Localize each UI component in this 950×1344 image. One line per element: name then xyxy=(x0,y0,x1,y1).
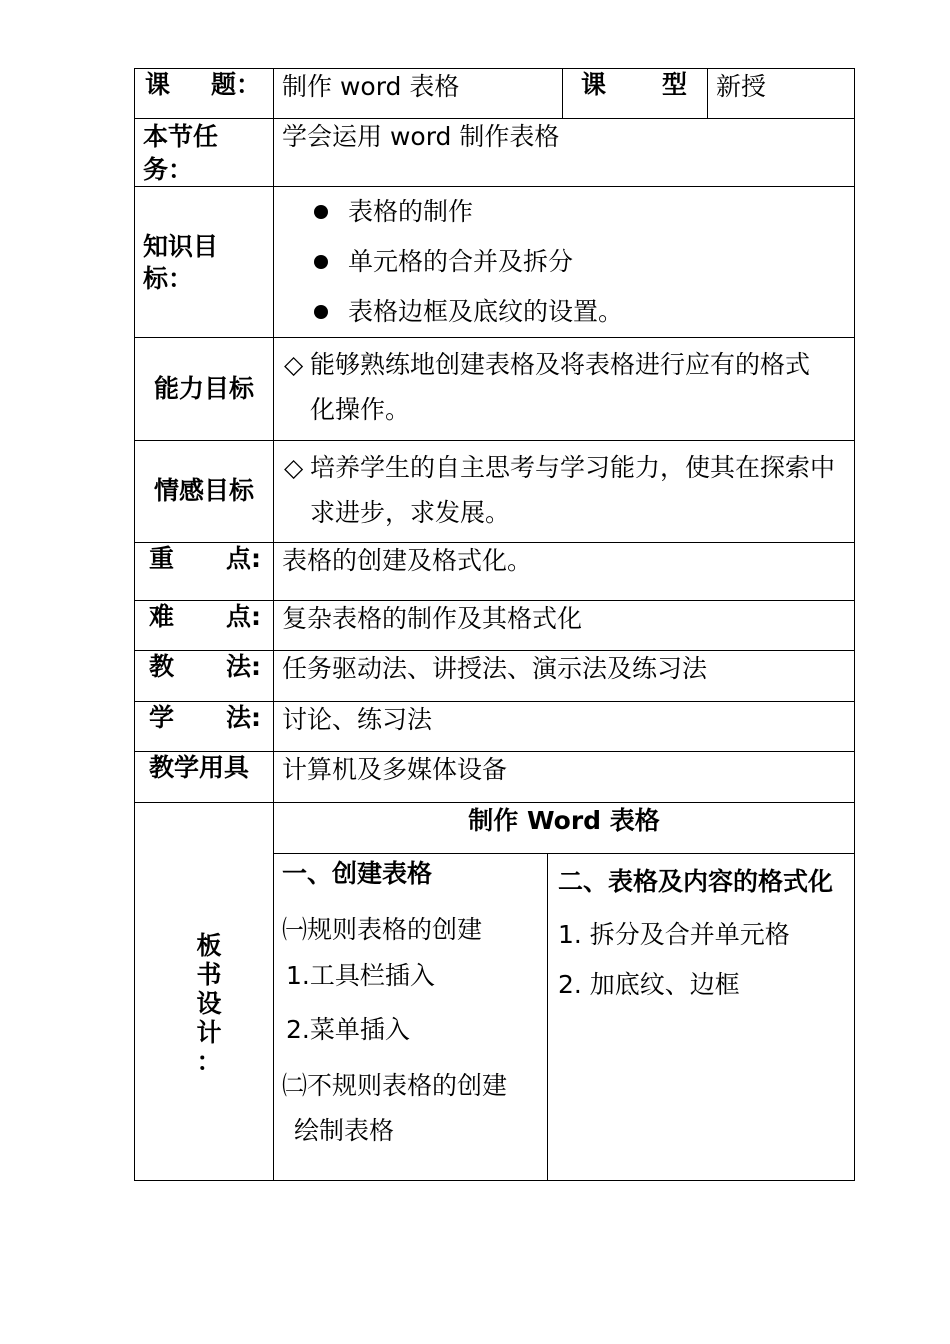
ability-label: 能力目标 xyxy=(135,338,274,441)
difficulty-row xyxy=(135,601,855,651)
bullet-icon xyxy=(314,255,328,269)
knowledge-label: 知识目标： xyxy=(135,187,274,338)
tools-label: 教学用具 xyxy=(135,752,274,803)
knowledge-item xyxy=(274,237,854,287)
key-point-row xyxy=(135,543,855,601)
difficulty-label-right: 点: xyxy=(226,602,261,631)
topic-label-left: 课 xyxy=(145,70,171,99)
board-list-item: 绘制表格 xyxy=(294,1116,395,1145)
emotion-row xyxy=(135,441,855,543)
knowledge-item-text: 表格的制作 xyxy=(348,196,474,226)
key-point-label-left: 重 xyxy=(149,544,175,573)
knowledge-row xyxy=(135,187,855,338)
board-list-item: 1. 拆分及合并单元格 xyxy=(558,920,790,949)
knowledge-item xyxy=(274,187,854,237)
bullet-icon xyxy=(314,305,328,319)
board-row xyxy=(135,803,855,1181)
key-point-value: 表格的创建及格式化。 xyxy=(274,543,855,601)
type-label xyxy=(563,69,708,119)
task-row xyxy=(135,119,855,187)
lesson-plan-table xyxy=(134,68,855,1181)
difficulty-label xyxy=(135,601,274,651)
learning-method-row xyxy=(135,702,855,752)
knowledge-item xyxy=(274,287,854,337)
knowledge-list xyxy=(274,187,855,338)
teaching-method-row xyxy=(135,651,855,702)
board-label-char: 板 xyxy=(196,931,222,960)
emotion-line1: 培养学生的自主思考与学习能力，使其在探索中 xyxy=(310,453,836,482)
ability-line1: 能够熟练地创建表格及将表格进行应有的格式 xyxy=(310,350,811,379)
board-left-column xyxy=(274,854,548,1180)
teaching-method-label-left: 教 xyxy=(149,652,175,681)
learning-method-label-left: 学 xyxy=(149,703,175,732)
topic-row xyxy=(135,69,855,119)
tools-row xyxy=(135,752,855,803)
board-list-item: 1.工具栏插入 xyxy=(286,961,435,990)
board-label-char: 书 xyxy=(196,960,222,989)
board-list-item: 2. 加底纹、边框 xyxy=(558,970,740,999)
key-point-label xyxy=(135,543,274,601)
type-label-right: 型 xyxy=(661,70,687,99)
topic-label xyxy=(135,69,274,119)
board-left-heading: 一、创建表格 xyxy=(282,859,433,888)
bullet-icon xyxy=(314,205,328,219)
board-right-heading: 二、表格及内容的格式化 xyxy=(558,867,834,896)
key-point-label-right: 点: xyxy=(226,544,261,573)
ability-line2: 化操作。 xyxy=(310,395,411,424)
knowledge-item-text: 表格边框及底纹的设置。 xyxy=(348,296,624,326)
board-title: 制作 Word 表格 xyxy=(274,803,854,854)
task-value: 学会运用 word 制作表格 xyxy=(274,119,855,187)
type-value: 新授 xyxy=(708,69,855,119)
emotion-value xyxy=(274,441,855,543)
topic-value: 制作 word 表格 xyxy=(274,69,563,119)
board-label-char: 计 xyxy=(196,1018,222,1047)
type-label-left: 课 xyxy=(581,70,607,99)
board-content xyxy=(274,803,855,1181)
board-right-column xyxy=(548,854,854,1180)
learning-method-label xyxy=(135,702,274,752)
emotion-label: 情感目标 xyxy=(135,441,274,543)
diamond-icon: ◇ xyxy=(284,350,304,379)
board-label-char: 设 xyxy=(196,989,222,1018)
knowledge-item-text: 单元格的合并及拆分 xyxy=(348,246,574,276)
teaching-method-value: 任务驱动法、讲授法、演示法及练习法 xyxy=(274,651,855,702)
teaching-method-label xyxy=(135,651,274,702)
topic-label-right: 题： xyxy=(210,70,261,99)
tools-value: 计算机及多媒体设备 xyxy=(274,752,855,803)
diamond-icon: ◇ xyxy=(284,453,304,482)
teaching-method-label-right: 法: xyxy=(226,652,261,681)
ability-value xyxy=(274,338,855,441)
board-sub-heading: ㈠规则表格的创建 xyxy=(282,915,483,944)
board-label xyxy=(135,803,274,1181)
board-label-char: ： xyxy=(196,1047,222,1076)
lesson-plan-sheet xyxy=(134,68,854,1181)
difficulty-label-left: 难 xyxy=(149,602,175,631)
learning-method-label-right: 法: xyxy=(226,703,261,732)
difficulty-value: 复杂表格的制作及其格式化 xyxy=(274,601,855,651)
ability-row xyxy=(135,338,855,441)
emotion-line2: 求进步，求发展。 xyxy=(310,498,511,527)
board-sub-heading: ㈡不规则表格的创建 xyxy=(282,1071,508,1100)
task-label: 本节任务： xyxy=(135,119,274,187)
board-list-item: 2.菜单插入 xyxy=(286,1015,410,1044)
learning-method-value: 讨论、练习法 xyxy=(274,702,855,752)
